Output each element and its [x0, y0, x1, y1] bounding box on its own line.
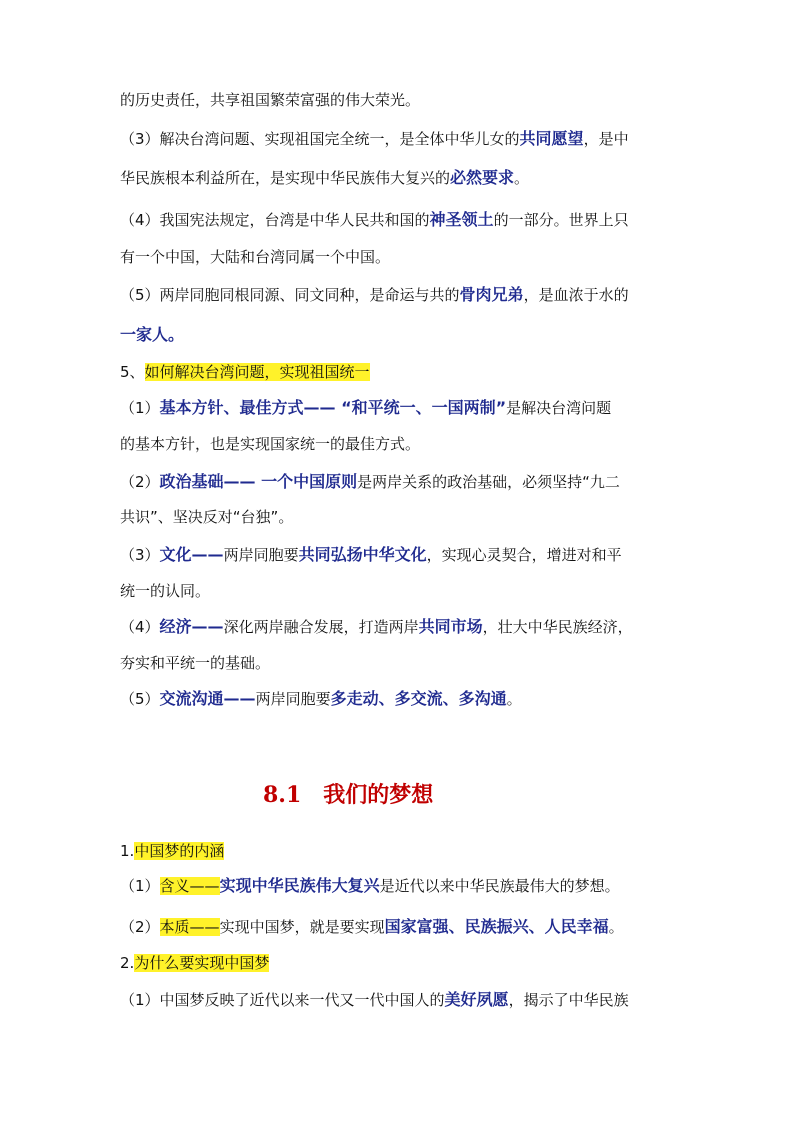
body-text: 5、	[120, 363, 145, 381]
body-text: 实现中国梦，就是要实现	[219, 918, 385, 936]
body-text: 两岸同胞要	[223, 546, 299, 564]
body-text: （1）	[120, 399, 160, 417]
body-text: 两岸同胞要	[255, 690, 331, 708]
body-text: 的基本方针，也是实现国家统一的最佳方式。	[120, 435, 421, 453]
body-text: （5）	[120, 690, 160, 708]
highlighted-text: 如何解决台湾问题，实现祖国统一	[144, 363, 370, 381]
body-text: ，揭示了中华民族	[508, 991, 629, 1009]
body-text: 是近代以来中华民族最伟大的梦想。	[379, 877, 620, 895]
body-text: ，壮大中华民族经济，	[482, 618, 633, 636]
body-text: （3）解决台湾问题、实现祖国完全统一，是全体中华儿女的	[120, 130, 520, 148]
text-line	[120, 433, 680, 455]
body-text: 夯实和平统一的基础。	[120, 654, 271, 672]
text-line	[120, 361, 680, 383]
body-text: 。	[506, 690, 522, 708]
section-number: 8.1	[263, 782, 302, 808]
body-text: 的一部分。世界上只	[493, 211, 629, 229]
emphasis-text: 多走动、多交流、多沟通	[330, 689, 507, 708]
body-text: 有一个中国，大陆和台湾同属一个中国。	[120, 248, 391, 266]
text-line	[120, 580, 680, 602]
body-text: 统一的认同。	[120, 582, 211, 600]
emphasis-text: 实现中华民族伟大复兴	[219, 876, 380, 895]
body-text: 。	[608, 918, 624, 936]
body-text: （2）	[120, 473, 160, 491]
body-text: 深化两岸融合发展，打造两岸	[223, 618, 419, 636]
emphasis-text: 共同愿望	[519, 129, 584, 148]
highlighted-text: 为什么要实现中国梦	[134, 954, 270, 972]
emphasis-text: 文化——	[159, 545, 224, 564]
body-text: （2）	[120, 918, 160, 936]
text-line	[120, 209, 680, 231]
emphasis-text: 一家人。	[120, 325, 185, 344]
text-line	[120, 688, 680, 710]
text-line	[120, 952, 680, 974]
body-text: 2.	[120, 954, 135, 972]
text-line	[120, 128, 680, 150]
section-title: 我们的梦想	[323, 782, 434, 808]
emphasis-text: 国家富强、民族振兴、人民幸福	[384, 917, 609, 936]
body-text: 1.	[120, 842, 135, 860]
highlighted-text: 含义——	[159, 877, 220, 895]
text-line	[120, 916, 680, 938]
emphasis-text: 政治基础—— 一个中国原则	[159, 472, 358, 491]
text-line	[120, 246, 680, 268]
body-text: （3）	[120, 546, 160, 564]
text-line	[120, 875, 680, 897]
emphasis-text: 经济——	[159, 617, 224, 636]
emphasis-text: 神圣领土	[429, 210, 494, 229]
body-text: 是解决台湾问题	[506, 399, 612, 417]
text-line	[120, 284, 680, 306]
body-text: （4）	[120, 618, 160, 636]
text-line	[120, 989, 680, 1011]
body-text: （4）我国宪法规定，台湾是中华人民共和国的	[120, 211, 430, 229]
emphasis-text: 美好夙愿	[444, 990, 509, 1009]
highlighted-text: 本质——	[159, 918, 220, 936]
body-text: 。	[514, 169, 530, 187]
text-line	[120, 544, 680, 566]
emphasis-text: 骨肉兄弟	[459, 285, 524, 304]
body-text: （5）两岸同胞同根同源、同文同种，是命运与共的	[120, 286, 460, 304]
emphasis-text: 必然要求	[450, 168, 515, 187]
text-line	[120, 397, 680, 419]
emphasis-text: 交流沟通——	[159, 689, 256, 708]
text-line	[120, 616, 680, 638]
text-line	[120, 167, 680, 189]
text-line	[120, 840, 680, 862]
body-text: 是两岸关系的政治基础，必须坚持“九二	[357, 473, 620, 491]
body-text: 华民族根本利益所在，是实现中华民族伟大复兴的	[120, 169, 451, 187]
body-text: ，是血浓于水的	[523, 286, 629, 304]
text-line	[120, 89, 680, 111]
emphasis-text: 基本方针、最佳方式—— “和平统一、一国两制”	[159, 398, 507, 417]
body-text: （1）	[120, 877, 160, 895]
emphasis-text: 共同市场	[418, 617, 483, 636]
emphasis-text: 共同弘扬中华文化	[298, 545, 427, 564]
body-text: 的历史责任，共享祖国繁荣富强的伟大荣光。	[120, 91, 421, 109]
body-text: ，实现心灵契合，增进对和平	[426, 546, 622, 564]
section-heading	[263, 780, 433, 810]
body-text: （1）中国梦反映了近代以来一代又一代中国人的	[120, 991, 445, 1009]
highlighted-text: 中国梦的内涵	[134, 842, 225, 860]
text-line	[120, 324, 680, 346]
body-text: ，是中	[583, 130, 629, 148]
text-line	[120, 471, 680, 493]
text-line	[120, 652, 680, 674]
body-text: 共识”、坚决反对“台独”。	[120, 508, 294, 526]
text-line	[120, 506, 680, 528]
